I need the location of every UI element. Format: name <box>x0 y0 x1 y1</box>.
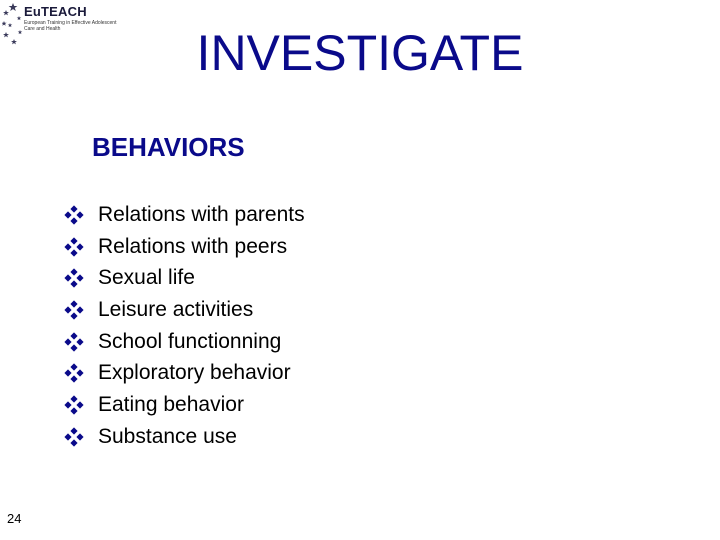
list-item-label: Relations with parents <box>98 202 305 226</box>
list-item-label: Leisure activities <box>98 297 254 321</box>
list-item-label: Sexual life <box>98 266 195 290</box>
list-item <box>64 231 305 263</box>
diamond-bullet-icon <box>64 332 84 352</box>
diamond-bullet-icon <box>64 363 84 383</box>
diamond-bullet-icon <box>64 395 84 415</box>
list-item <box>64 262 305 294</box>
list-item-label: Eating behavior <box>98 392 244 416</box>
diamond-bullet-icon <box>64 300 84 320</box>
logo-name: EuTEACH <box>24 4 87 19</box>
list-item <box>64 421 305 453</box>
list-item <box>64 326 305 358</box>
list-item-label: Relations with peers <box>98 234 288 258</box>
diamond-bullet-icon <box>64 205 84 225</box>
diamond-bullet-icon <box>64 427 84 447</box>
list-item <box>64 357 305 389</box>
slide-title-text: INVESTIGATE <box>196 25 524 81</box>
diamond-bullet-icon <box>64 237 84 257</box>
list-item <box>64 294 305 326</box>
logo-subtitle: European Training in Effective Adolescent Care and Health <box>24 20 117 32</box>
section-heading: BEHAVIORS <box>92 132 245 162</box>
bullet-list <box>64 199 305 453</box>
slide-title <box>0 22 720 84</box>
list-item-label: Substance use <box>98 424 237 448</box>
list-item <box>64 389 305 421</box>
page-number: 24 <box>7 511 22 526</box>
list-item <box>64 199 305 231</box>
list-item-label: School functionning <box>98 329 282 353</box>
diamond-bullet-icon <box>64 268 84 288</box>
list-item-label: Exploratory behavior <box>98 361 291 385</box>
